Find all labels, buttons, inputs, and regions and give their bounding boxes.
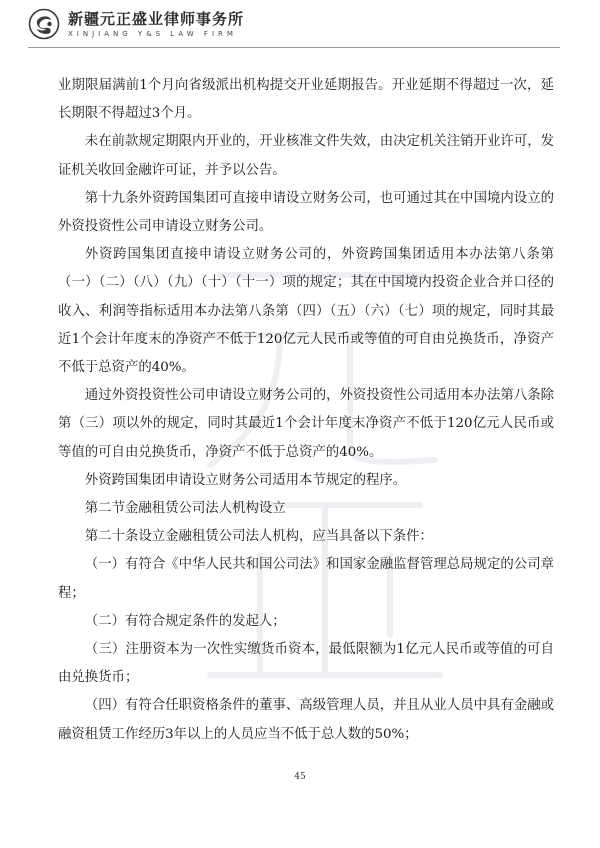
firm-name-cn: 新疆元正盛业律师事务所: [68, 9, 245, 28]
paragraph-2: 未在前款规定期限内开业的，开业核准文件失效，由决定机关注销开业许可，发证机关收回金融许可证，并予以公告。: [58, 134, 554, 178]
list-item-3: （三）注册资本为一次性实缴货币资本，最低限额为1亿元人民币或等值的可自由兑换货币；: [58, 642, 554, 686]
article-19: 第十九条外资跨国集团可直接申请设立财务公司，也可通过其在中国境内设立的外资投资性公司申请设立财务公司。: [58, 190, 554, 235]
page-number: 45: [294, 772, 306, 782]
list-item-1: （一）有符合《中华人民共和国公司法》和国家金融监督管理总局规定的公司章程；: [58, 557, 554, 601]
page-header: [28, 4, 328, 44]
paragraph-1: 业期限届满前1个月向省级派出机构提交开业延期报告。开业延期不得超过一次，延长期限不得超过3个月。: [58, 78, 554, 122]
document-body: [58, 72, 554, 749]
section-heading: 第二节金融租赁公司法人机构设立: [84, 501, 286, 517]
article-20: 第二十条设立金融租赁公司法人机构，应当具备以下条件：: [84, 529, 433, 545]
paragraph-4: 外资跨国集团直接申请设立财务公司的，外资跨国集团适用本办法第八条第（一）（二）（八）（九）（十）（十一）项的规定；其在中国境内投资企业合并口径的收入、利润等指标适用本办法第八条第（四）（五）（六）（七）项的规定，同时其最近1个会计年度末的净资产不低于120亿元人民币或等值的可自由兑换货币，净资产不低于总资产的40%。: [58, 247, 554, 376]
firm-brand: [68, 10, 244, 39]
firm-logo-icon: [28, 8, 60, 40]
paragraph-6: 外资跨国集团申请设立财务公司适用本节规定的程序。: [84, 472, 407, 488]
list-item-2: （二）有符合规定条件的发起人；: [84, 613, 286, 629]
header-divider: [28, 47, 560, 48]
list-item-4: （四）有符合任职资格条件的董事、高级管理人员，并且从业人员中具有金融或融资租赁工作经历3年以上的人员应当不低于总人数的50%；: [58, 698, 554, 742]
paragraph-5: 通过外资投资性公司申请设立财务公司的，外资投资性公司适用本办法第八条除第（三）项以外的规定，同时其最近1个会计年度末净资产不低于120亿元人民币或等值的可自由兑换货币，净资产不低于总资产的40%。: [58, 388, 554, 460]
firm-name-en: XINJIANG Y&S LAW FIRM: [68, 29, 237, 38]
